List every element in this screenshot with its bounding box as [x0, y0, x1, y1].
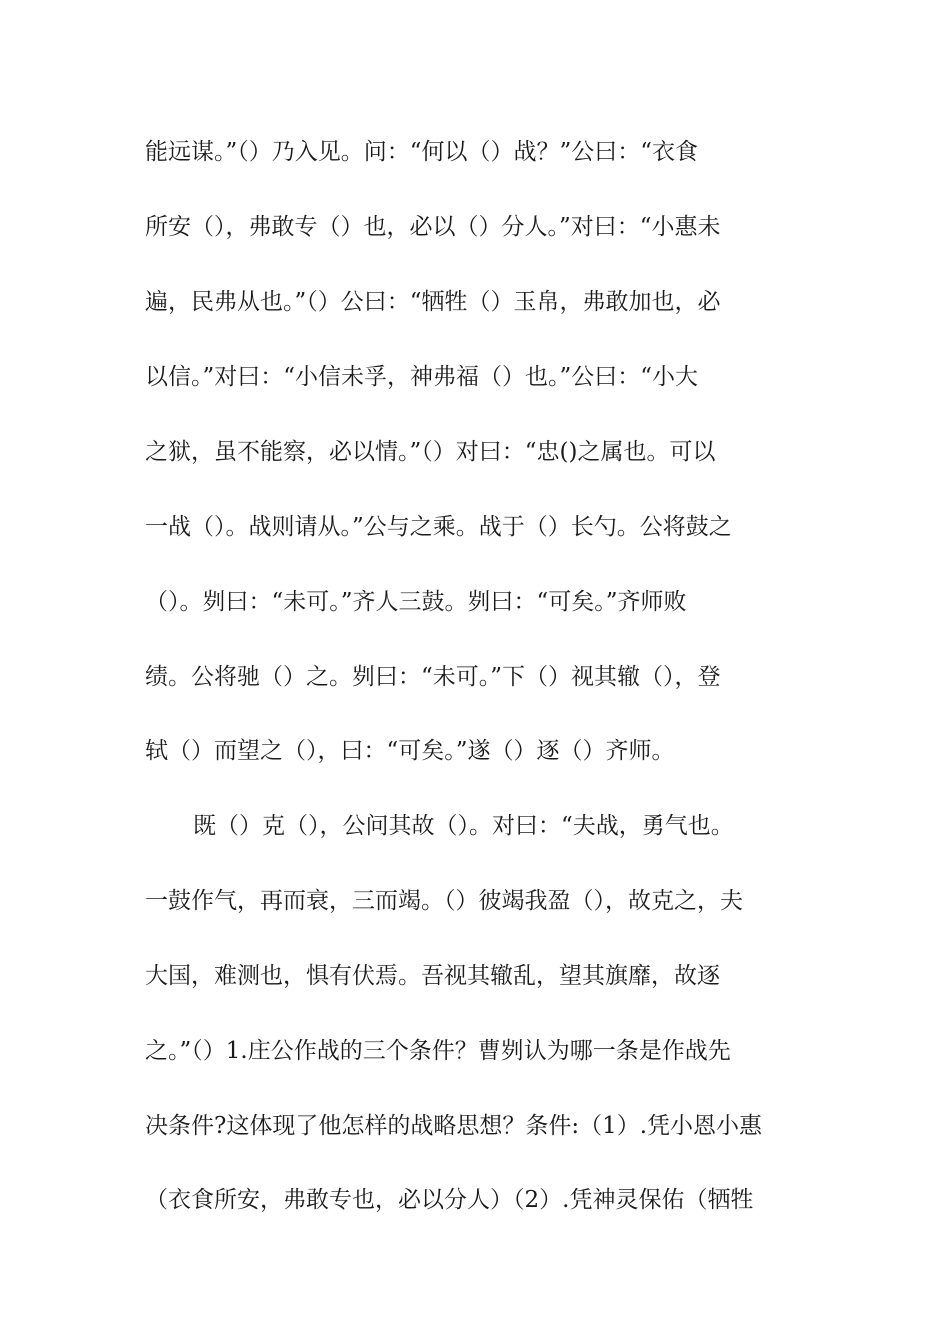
text-line-2: 所安（），弗敢专（）也，必以（）分人。”对曰：“小惠未: [145, 214, 721, 240]
text-line-6: 一战（）。战则请从。”公与之乘。战于（）长勺。公将鼓之: [145, 514, 732, 540]
text-line-7: （）。刿曰：“未可。”齐人三鼓。刿曰：“可矣。”齐师败: [145, 589, 687, 615]
text-line-11: 一鼓作气，再而衰，三而竭。（）彼竭我盈（），故克之，夫: [145, 888, 743, 914]
text-line-13: 之。”（）1.庄公作战的三个条件？曹刿认为哪一条是作战先: [145, 1038, 731, 1064]
text-line-3: 遍，民弗从也。”（）公曰：“牺牲（）玉帛，弗敢加也，必: [145, 289, 721, 315]
text-line-10: 既（）克（），公问其故（）。对曰：“夫战，勇气也。: [193, 813, 734, 839]
text-line-1: 能远谋。”（）乃入见。问：“何以（）战？”公曰：“衣食: [145, 139, 699, 165]
text-line-8: 绩。公将驰（）之。刿曰：“未可。”下（）视其辙（），登: [145, 664, 721, 690]
text-line-12: 大国，难测也，惧有伏焉。吾视其辙乱，望其旗靡，故逐: [145, 963, 720, 989]
text-line-4: 以信。”对曰：“小信未孚，神弗福（）也。”公曰：“小大: [145, 364, 699, 390]
text-line-5: 之狱，虽不能察，必以情。”（）对曰：“忠()之属也。可以: [145, 439, 716, 465]
text-line-15: （衣食所安，弗敢专也，必以分人）（2）.凭神灵保佑（牺牲: [145, 1187, 754, 1213]
text-line-14: 决条件?这体现了他怎样的战略思想？条件:（1）.凭小恩小惠: [145, 1113, 763, 1139]
text-line-9: 轼（）而望之（），曰：“可矣。”遂（）逐（）齐师。: [145, 738, 675, 764]
